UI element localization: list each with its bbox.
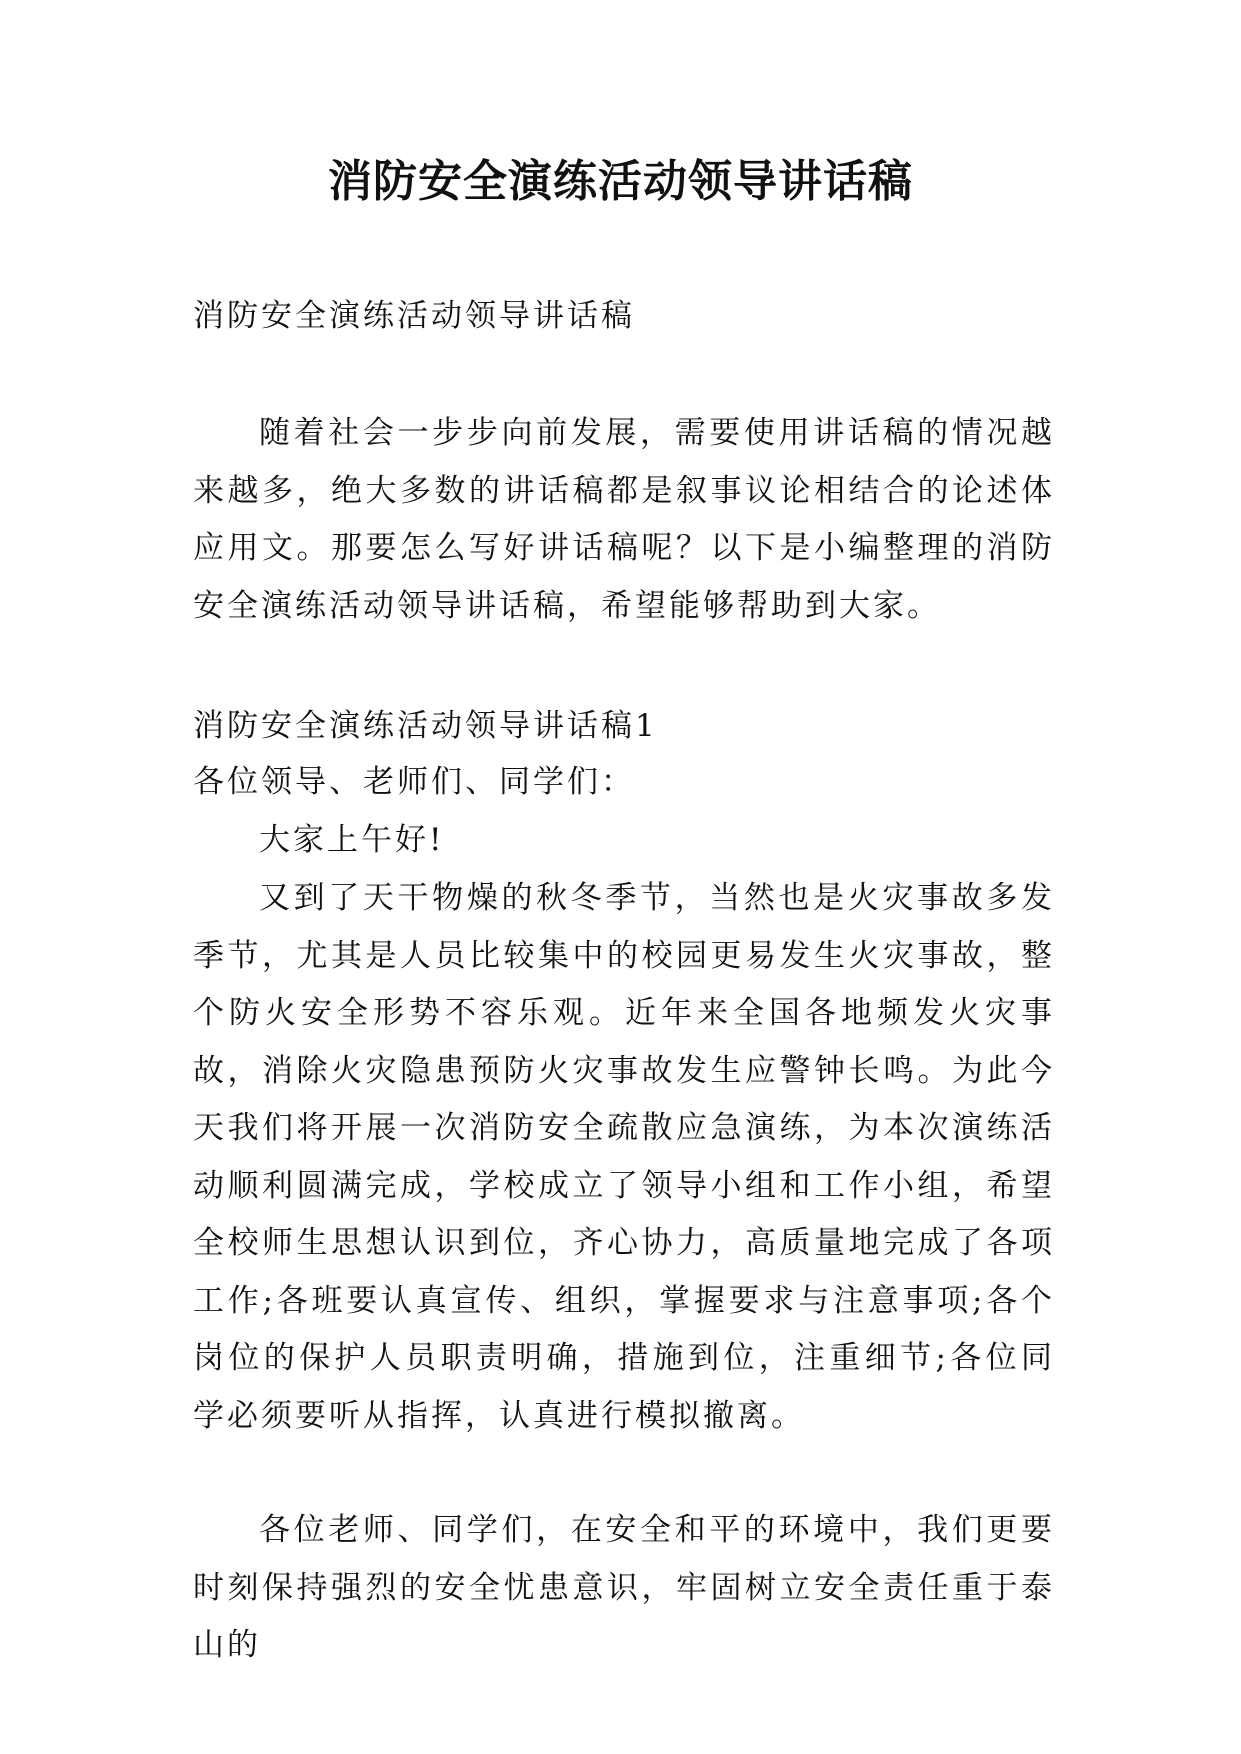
body-paragraph-1: 又到了天干物燥的秋冬季节，当然也是火灾事故多发季节，尤其是人员比较集中的校园更易发生火灾事故，整个防火安全形势不容乐观。近年来全国各地频发火灾事故，消除火灾隐患预防火灾事故发生应警钟长鸣。为此今天我们将开展一次消防安全疏散应急演练，为本次演练活动顺利圆满完成，学校成立了领导小组和工作小组，希望全校师生思想认识到位，齐心协力，高质量地完成了各项工作;各班要认真宣传、组织，掌握要求与注意事项;各个岗位的保护人员职责明确，措施到位，注重细节;各位同学必须要听从指挥，认真进行模拟撤离。 <box>193 880 1055 1434</box>
salutation: 各位领导、老师们、同学们： <box>193 764 635 800</box>
body-paragraph-2: 各位老师、同学们，在安全和平的环境中，我们更要时刻保持强烈的安全忧患意识，牢固树立安全责任重于泰山的 <box>193 1512 1055 1663</box>
intro-paragraph: 随着社会一步步向前发展，需要使用讲话稿的情况越来越多，绝大多数的讲话稿都是叙事议论相结合的论述体应用文。那要怎么写好讲话稿呢？以下是小编整理的消防安全演练活动领导讲话稿，希望能够帮助到大家。 <box>193 415 1055 624</box>
section-heading: 消防安全演练活动领导讲话稿1 <box>193 708 658 744</box>
greeting: 大家上午好! <box>259 822 445 858</box>
document-title: 消防安全演练活动领导讲话稿 <box>328 156 913 207</box>
document-subtitle: 消防安全演练活动领导讲话稿 <box>193 298 635 334</box>
